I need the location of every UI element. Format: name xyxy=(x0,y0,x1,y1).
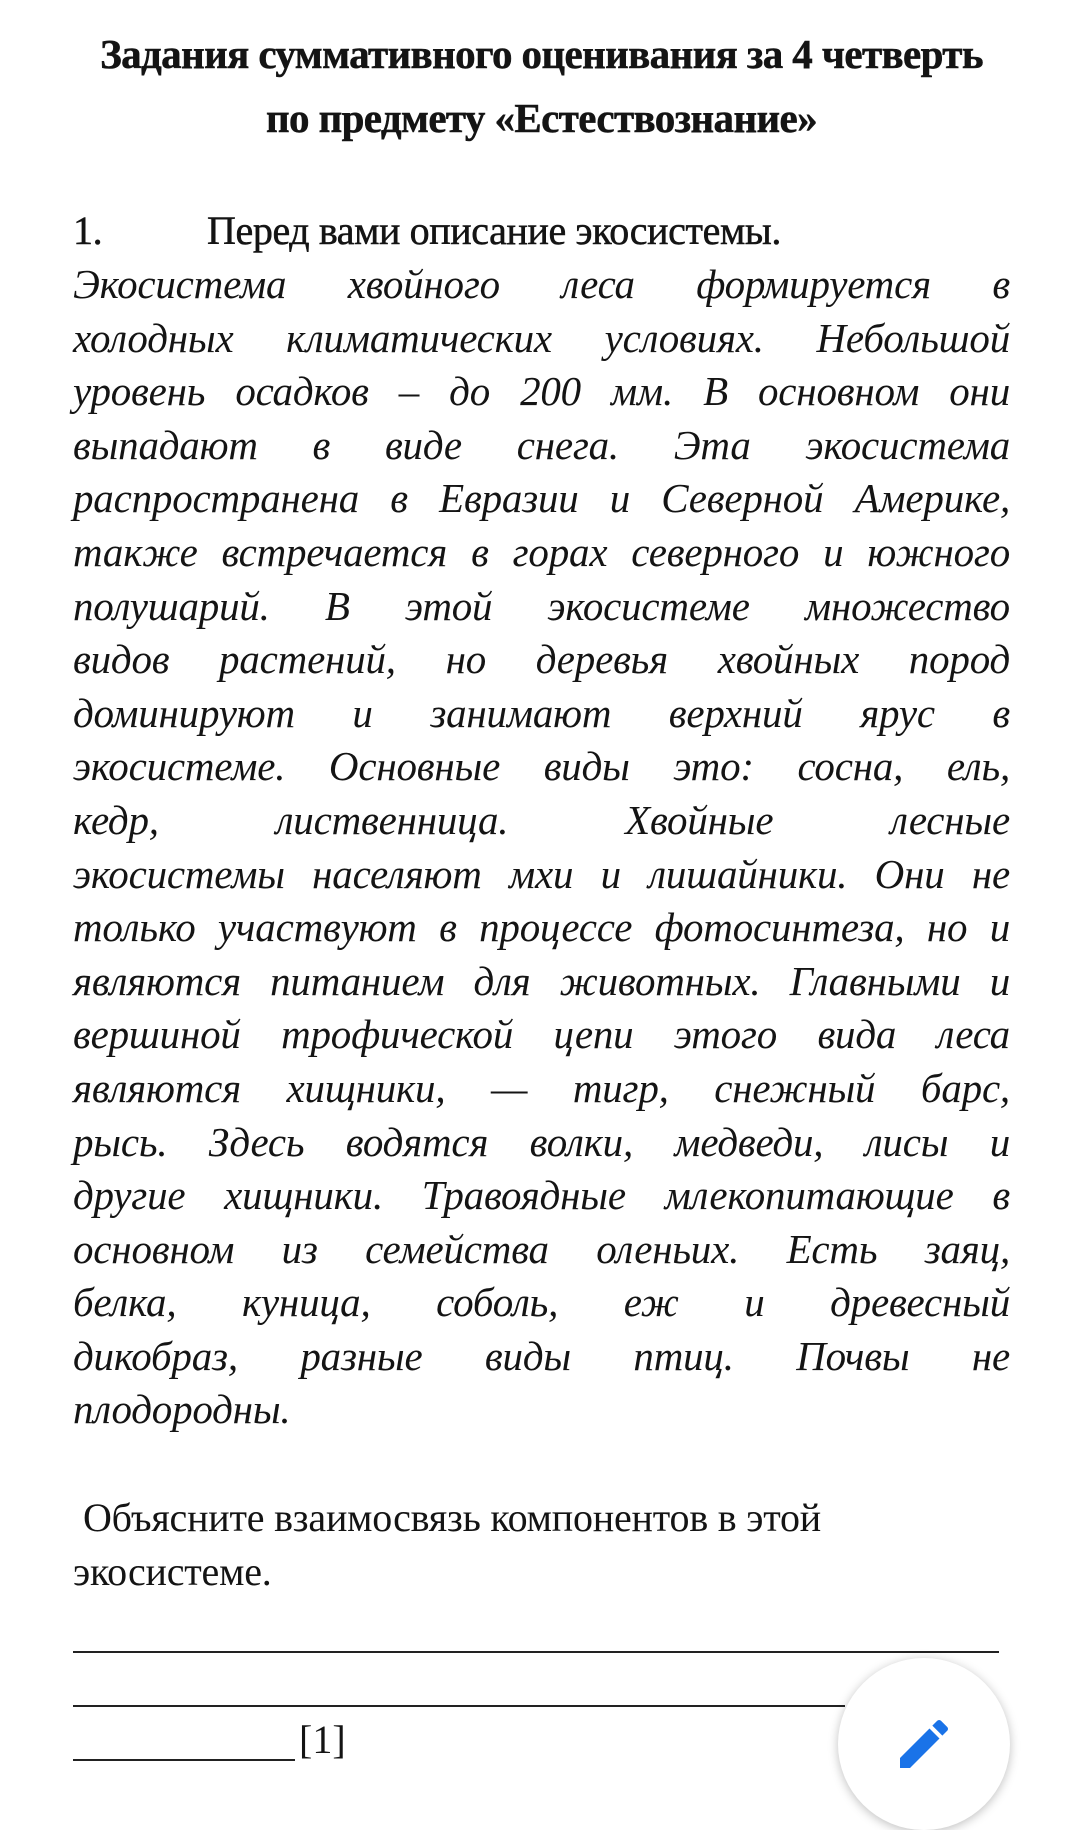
passage-line: только участвуют в процессе фотосинтеза, но и xyxy=(73,904,1010,951)
task-line-2: экосистеме. xyxy=(73,1549,272,1595)
passage-line: распространена в Евразии и Северной Америке, xyxy=(73,475,1010,522)
question-number: 1. xyxy=(73,208,103,253)
passage-line: кедр, лиственница. Хвойные лесные xyxy=(73,796,1010,843)
title-line-1: Задания суммативного оценивания за 4 четверть xyxy=(100,31,983,77)
passage-line: дикобраз, разные виды птиц. Почвы не xyxy=(73,1332,1010,1379)
task-line-1: Объясните взаимосвязь компонентов в этой xyxy=(83,1495,822,1541)
passage-line: другие хищники. Травоядные млекопитающие в xyxy=(73,1172,1010,1219)
answer-line xyxy=(73,1651,999,1653)
passage-line: холодных климатических условиях. Небольшой xyxy=(73,314,1010,361)
document-page xyxy=(73,22,1010,1785)
passage-line: экосистемы населяют мхи и лишайники. Они не xyxy=(73,850,1010,897)
passage-line: видов растений, но деревья хвойных пород xyxy=(73,636,1010,683)
answer-line xyxy=(73,1759,295,1761)
score-mark: [1] xyxy=(299,1717,346,1763)
passage-line: рысь. Здесь водятся волки, медведи, лисы и xyxy=(73,1118,1010,1165)
document-title xyxy=(73,22,1010,150)
passage-line: являются питанием для животных. Главными и xyxy=(73,957,1010,1004)
passage-line: плодородны. xyxy=(73,1386,291,1433)
passage-line: доминируют и занимают верхний ярус в xyxy=(73,689,1010,736)
passage-line: выпадают в виде снега. Эта экосистема xyxy=(73,421,1010,468)
ecosystem-passage xyxy=(73,258,1010,1437)
task-instruction xyxy=(73,1491,1010,1599)
passage-line: являются хищники, — тигр, снежный барс, xyxy=(73,1064,1010,1111)
question-heading-text: Перед вами описание экосистемы. xyxy=(207,208,781,253)
passage-line: Экосистема хвойного леса формируется в xyxy=(73,261,1010,307)
passage-line: также встречается в горах северного и южного xyxy=(73,528,1010,575)
passage-line: белка, куница, соболь, еж и древесный xyxy=(73,1279,1010,1326)
answer-line xyxy=(73,1705,845,1707)
passage-line: уровень осадков – до 200 мм. В основном они xyxy=(73,368,1010,415)
title-line-2: по предмету «Естествознание» xyxy=(266,95,817,141)
passage-line: вершиной трофической цепи этого вида леса xyxy=(73,1011,1010,1058)
passage-line: экосистеме. Основные виды это: сосна, ель, xyxy=(73,743,1010,790)
passage-line: основном из семейства оленьих. Есть заяц, xyxy=(73,1225,1010,1272)
pencil-icon xyxy=(892,1712,956,1776)
passage-line: полушарий. В этой экосистеме множество xyxy=(73,582,1010,629)
edit-button[interactable] xyxy=(838,1658,1010,1830)
question-heading xyxy=(73,204,1010,258)
